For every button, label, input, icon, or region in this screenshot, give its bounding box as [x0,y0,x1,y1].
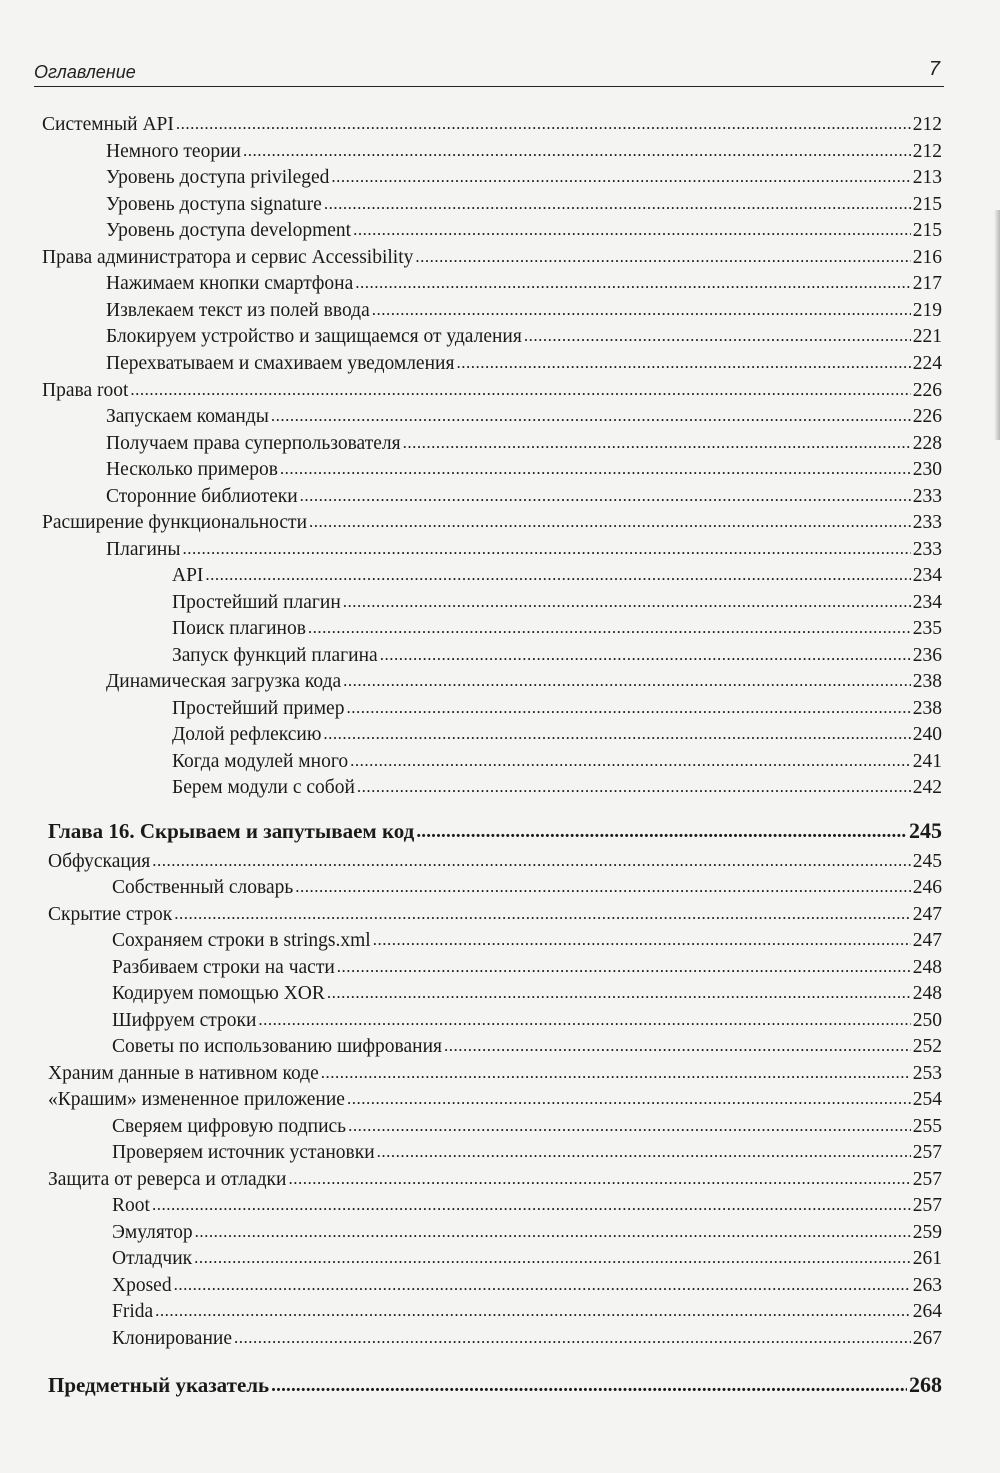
toc-dot-leader [295,874,910,900]
toc-dot-leader [331,164,910,190]
toc-entry [48,1370,942,1400]
toc-entry [112,1273,942,1299]
toc-entry-page: 254 [912,1089,942,1110]
toc-dot-leader [373,927,911,953]
toc-dot-leader [377,1139,911,1165]
toc-dot-leader [444,1033,911,1059]
toc-entry [172,590,942,616]
toc-entry-title: Права администратора и сервис Accessibility [42,247,414,268]
toc-entry [106,351,942,377]
toc-entry-page: 233 [912,539,942,560]
toc-dot-leader [300,483,911,509]
toc-entry-title: Перехватываем и смахиваем уведомления [106,353,455,374]
toc-entry [112,928,942,954]
toc-entry [106,165,942,191]
toc-entry-title: Сверяем цифровую подпись [112,1116,347,1137]
toc-entry-page: 219 [912,300,942,321]
toc-entry-title: Уровень доступа signature [106,194,322,215]
toc-dot-leader [174,1272,911,1298]
toc-entry-page: 252 [912,1036,942,1057]
toc-entry-page: 247 [912,904,942,925]
toc-entry-title: Xposed [112,1275,172,1296]
toc-entry-page: 241 [912,751,942,772]
toc-entry [48,902,942,928]
toc-dot-leader [337,954,911,980]
toc-entry-title: Защита от реверса и отладки [48,1169,287,1190]
toc-entry [112,1008,942,1034]
toc-dot-leader [323,721,910,747]
toc-entry-title: Нажимаем кнопки смартфона [106,273,354,294]
header-section-title: Оглавление [34,62,136,82]
toc-entry-page: 255 [912,1116,942,1137]
toc-dot-leader [403,430,911,456]
toc-dot-leader [380,642,911,668]
toc-dot-leader [372,297,911,323]
toc-entry-title: Получаем права суперпользователя [106,433,401,454]
toc-entry-page: 257 [912,1195,942,1216]
toc-entry-page: 246 [912,877,942,898]
toc-dot-leader [348,1113,911,1139]
toc-entry [112,1220,942,1246]
toc-dot-leader [415,244,910,270]
toc-entry-title: Запускаем команды [106,406,269,427]
toc-entry-title: Запуск функций плагина [172,645,378,666]
toc-entry-page: 257 [912,1142,942,1163]
toc-entry-title: Извлекаем текст из полей ввода [106,300,370,321]
toc-entry-page: 233 [912,512,942,533]
toc-entry-page: 213 [912,167,942,188]
toc-entry-page: 238 [912,698,942,719]
toc-entry-title: Глава 16. Скрываем и запутываем код [48,819,415,843]
toc-entry-page: 268 [909,1372,942,1397]
toc-entry-page: 228 [912,433,942,454]
toc-entry [112,1246,942,1272]
toc-entry-title: Берем модули с собой [172,777,355,798]
toc-entry [172,775,942,801]
toc-entry-title: Простейший пример [172,698,345,719]
toc-dot-leader [355,270,910,296]
toc-entry [106,271,942,297]
toc-dot-leader [416,815,907,847]
toc-entry-page: 212 [912,114,942,135]
toc-entry-title: Собственный словарь [112,877,294,898]
toc-dot-leader [353,217,911,243]
toc-entry [106,324,942,350]
toc-entry [112,1326,942,1352]
toc-dot-leader [130,377,910,403]
toc-entry-title: API [172,565,204,586]
toc-entry [106,484,942,510]
toc-entry-page: 230 [912,459,942,480]
toc-entry [112,875,942,901]
toc-dot-leader [205,562,910,588]
toc-entry [112,981,942,1007]
toc-dot-leader [152,848,911,874]
toc-entry-page: 259 [912,1222,942,1243]
toc-entry-page: 242 [912,777,942,798]
running-header [34,58,944,87]
toc-dot-leader [343,668,911,694]
toc-entry-title: Предметный указатель [48,1373,270,1397]
toc-entry [106,298,942,324]
toc-dot-leader [309,509,911,535]
toc-entry-page: 248 [912,957,942,978]
toc-entry [106,537,942,563]
toc-entry-page: 257 [912,1169,942,1190]
toc-dot-leader [324,191,911,217]
toc-entry [48,1061,942,1087]
toc-entry-page: 233 [912,486,942,507]
toc-entry-page: 217 [912,273,942,294]
toc-entry-title: Проверяем источник установки [112,1142,375,1163]
toc-entry [48,816,942,846]
toc-entry-title: Несколько примеров [106,459,278,480]
toc-dot-leader [456,350,910,376]
toc-entry [106,218,942,244]
toc-dot-leader [280,456,911,482]
toc-dot-leader [176,111,911,137]
toc-entry-page: 247 [912,930,942,951]
toc-entry-title: Уровень доступа privileged [106,167,330,188]
toc-entry-page: 238 [912,671,942,692]
toc-entry-page: 245 [909,818,942,843]
toc-entry-title: Разбиваем строки на части [112,957,335,978]
toc-dot-leader [234,1325,911,1351]
toc-entry-title: Шифруем строки [112,1010,257,1031]
toc-dot-leader [194,1245,911,1271]
toc-entry-title: Когда модулей много [172,751,349,772]
toc-entry-title: Клонирование [112,1328,232,1349]
toc-entry-page: 245 [912,851,942,872]
toc-entry-title: Немного теории [106,141,241,162]
toc-entry [106,457,942,483]
toc-dot-leader [243,138,911,164]
toc-entry-page: 248 [912,983,942,1004]
toc-dot-leader [347,1086,911,1112]
toc-dot-leader [195,1219,911,1245]
header-page-number: 7 [928,58,940,80]
toc-dot-leader [357,774,911,800]
toc-entry [42,245,942,271]
toc-entry-page: 240 [912,724,942,745]
toc-entry-page: 236 [912,645,942,666]
toc-dot-leader [271,403,911,429]
toc-entry-title: Уровень доступа development [106,220,352,241]
toc-entry-title: Скрытие строк [48,904,173,925]
toc-dot-leader [155,1298,911,1324]
toc-entry [42,112,942,138]
toc-entry [172,643,942,669]
toc-entry [106,139,942,165]
toc-dot-leader [524,323,911,349]
toc-dot-leader [271,1369,907,1401]
toc-entry-page: 221 [912,326,942,347]
toc-entry-page: 226 [912,380,942,401]
toc-entry-title: Блокируем устройство и защищаемся от удаления [106,326,522,347]
toc-entry-page: 250 [912,1010,942,1031]
toc-entry-title: Frida [112,1301,154,1322]
toc-dot-leader [350,748,911,774]
toc-entry-title: Храним данные в нативном коде [48,1063,319,1084]
toc-entry-page: 216 [912,247,942,268]
toc-entry [42,510,942,536]
toc-entry-title: Кодируем помощью XOR [112,983,325,1004]
toc-entry-title: Простейший плагин [172,592,341,613]
toc-entry-page: 234 [912,565,942,586]
toc-entry [112,955,942,981]
toc-entry-page: 261 [912,1248,942,1269]
toc-entry-page: 215 [912,194,942,215]
toc-entry-title: Поиск плагинов [172,618,306,639]
toc-entry [112,1034,942,1060]
toc-entry-title: Root [112,1195,150,1216]
toc-entry [106,669,942,695]
toc-dot-leader [346,695,910,721]
toc-entry [106,431,942,457]
toc-entry-page: 253 [912,1063,942,1084]
toc-entry-title: Плагины [106,539,181,560]
page-edge-shadow [994,210,1000,440]
toc-dot-leader [308,615,911,641]
toc-entry [48,1087,942,1113]
toc-dot-leader [343,589,911,615]
toc-entry [42,378,942,404]
toc-entry [112,1114,942,1140]
toc-entry-page: 235 [912,618,942,639]
toc-entry-page: 263 [912,1275,942,1296]
toc-entry-title: Обфускация [48,851,151,872]
toc-entry [106,404,942,430]
toc-entry [172,749,942,775]
toc-entry-title: Права root [42,380,129,401]
toc-dot-leader [327,980,911,1006]
toc-entry [172,696,942,722]
toc-entry-title: Сторонние библиотеки [106,486,298,507]
toc-entry-title: Отладчик [112,1248,193,1269]
toc-entry [112,1193,942,1219]
toc-entry [48,849,942,875]
toc-entry-page: 212 [912,141,942,162]
toc-entry [172,616,942,642]
toc-entry [48,1167,942,1193]
toc-entry [112,1299,942,1325]
toc-entry-page: 264 [912,1301,942,1322]
toc-dot-leader [174,901,911,927]
toc-dot-leader [182,536,910,562]
toc-entry-page: 215 [912,220,942,241]
toc-entry-title: Эмулятор [112,1222,193,1243]
toc-entry-title: Расширение функциональности [42,512,308,533]
toc-entry [106,192,942,218]
toc-entry [112,1140,942,1166]
toc-dot-leader [258,1007,910,1033]
toc-entry-page: 234 [912,592,942,613]
toc-dot-leader [288,1166,910,1192]
toc-entry-page: 224 [912,353,942,374]
toc-entry-title: Советы по использованию шифрования [112,1036,442,1057]
toc-entry [172,722,942,748]
toc-entry-title: Долой рефлексию [172,724,322,745]
toc-entry-title: Системный API [42,114,174,135]
toc-entry-title: «Крашим» измененное приложение [48,1089,345,1110]
toc-entry-page: 226 [912,406,942,427]
toc-dot-leader [152,1192,911,1218]
toc-entry-title: Сохраняем строки в strings.xml [112,930,371,951]
toc-entry [172,563,942,589]
toc-entry-title: Динамическая загрузка кода [106,671,342,692]
toc-dot-leader [321,1060,911,1086]
toc-entry-page: 267 [912,1328,942,1349]
